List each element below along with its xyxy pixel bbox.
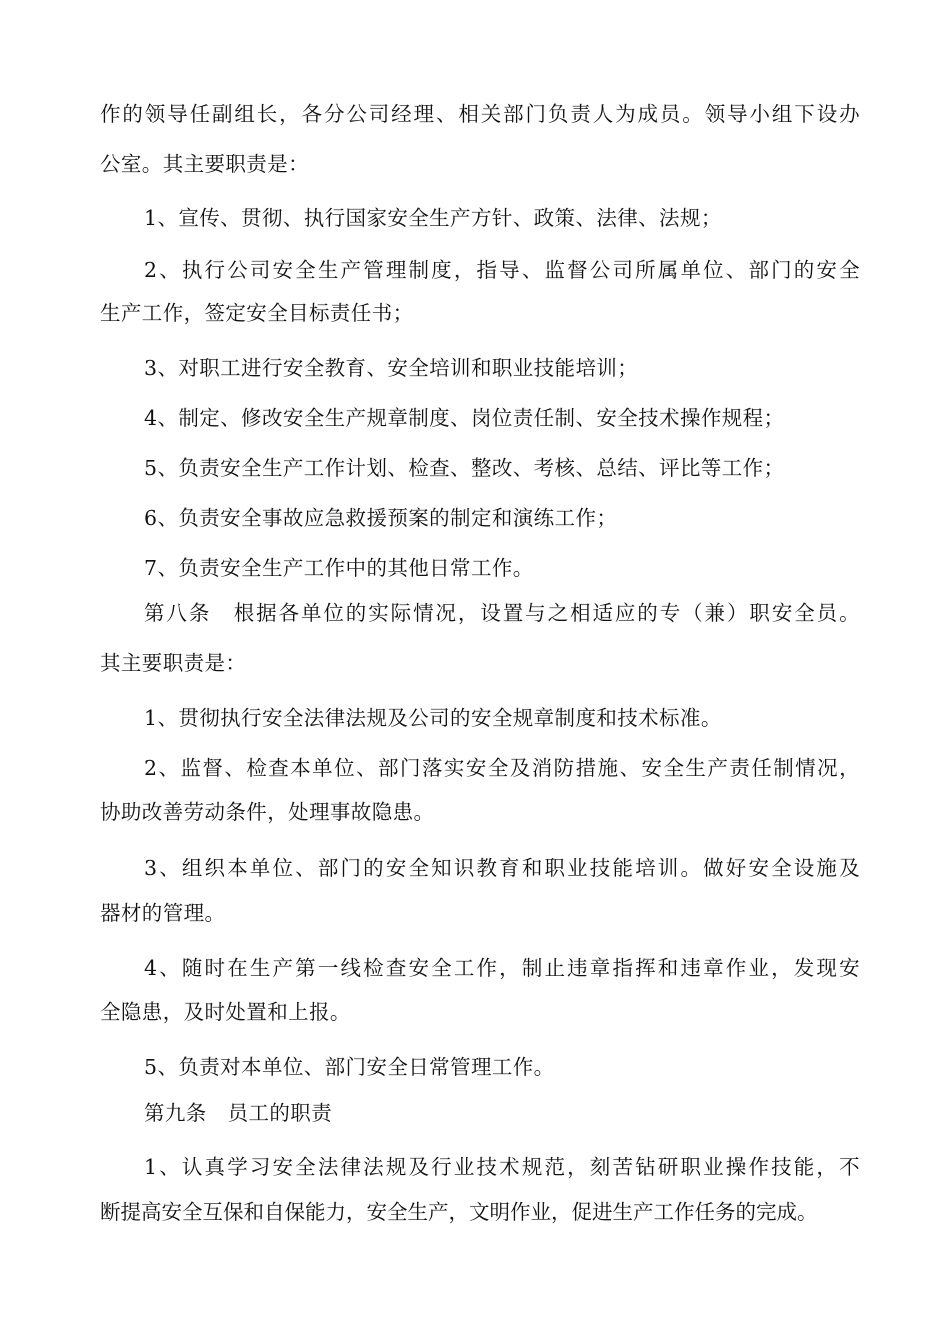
article-heading: 第八条 根据各单位的实际情况，设置与之相适应的专（兼）职安全员。 bbox=[144, 601, 860, 625]
list-item: 3、组织本单位、部门的安全知识教育和职业技能培训。做好安全设施及 bbox=[144, 856, 860, 880]
paragraph-line: 断提高安全互保和自保能力，安全生产，文明作业，促进生产工作任务的完成。 bbox=[100, 1200, 818, 1224]
article-heading: 第九条 员工的职责 bbox=[144, 1101, 333, 1125]
paragraph-line: 公室。其主要职责是： bbox=[100, 152, 309, 176]
list-item: 6、负责安全事故应急救援预案的制定和演练工作； bbox=[144, 506, 618, 530]
list-item: 1、宣传、贯彻、执行国家安全生产方针、政策、法律、法规； bbox=[144, 206, 722, 230]
paragraph-line: 其主要职责是： bbox=[100, 651, 247, 675]
list-item: 1、认真学习安全法律法规及行业技术规范，刻苦钻研职业操作技能，不 bbox=[144, 1155, 860, 1179]
list-item: 1、贯彻执行安全法律法规及公司的安全规章制度和技术标准。 bbox=[144, 706, 722, 730]
list-item: 5、负责对本单位、部门安全日常管理工作。 bbox=[144, 1055, 555, 1079]
list-item: 7、负责安全生产工作中的其他日常工作。 bbox=[144, 556, 534, 580]
list-item: 2、监督、检查本单位、部门落实安全及消防措施、安全生产责任制情况， bbox=[144, 756, 860, 780]
list-item: 4、随时在生产第一线检查安全工作，制止违章指挥和违章作业，发现安 bbox=[144, 956, 860, 980]
list-item: 2、执行公司安全生产管理制度，指导、监督公司所属单位、部门的安全 bbox=[144, 258, 860, 282]
paragraph-line: 生产工作，签定安全目标责任书； bbox=[100, 301, 414, 325]
list-item: 5、负责安全生产工作计划、检查、整改、考核、总结、评比等工作； bbox=[144, 456, 785, 480]
list-item: 3、对职工进行安全教育、安全培训和职业技能培训； bbox=[144, 356, 639, 380]
paragraph-line: 全隐患，及时处置和上报。 bbox=[100, 1000, 351, 1024]
paragraph-line: 协助改善劳动条件，处理事故隐患。 bbox=[100, 800, 435, 824]
paragraph-line: 作的领导任副组长，各分公司经理、相关部门负责人为成员。领导小组下设办 bbox=[100, 102, 860, 126]
paragraph-line: 器材的管理。 bbox=[100, 901, 226, 925]
list-item: 4、制定、修改安全生产规章制度、岗位责任制、安全技术操作规程； bbox=[144, 406, 785, 430]
